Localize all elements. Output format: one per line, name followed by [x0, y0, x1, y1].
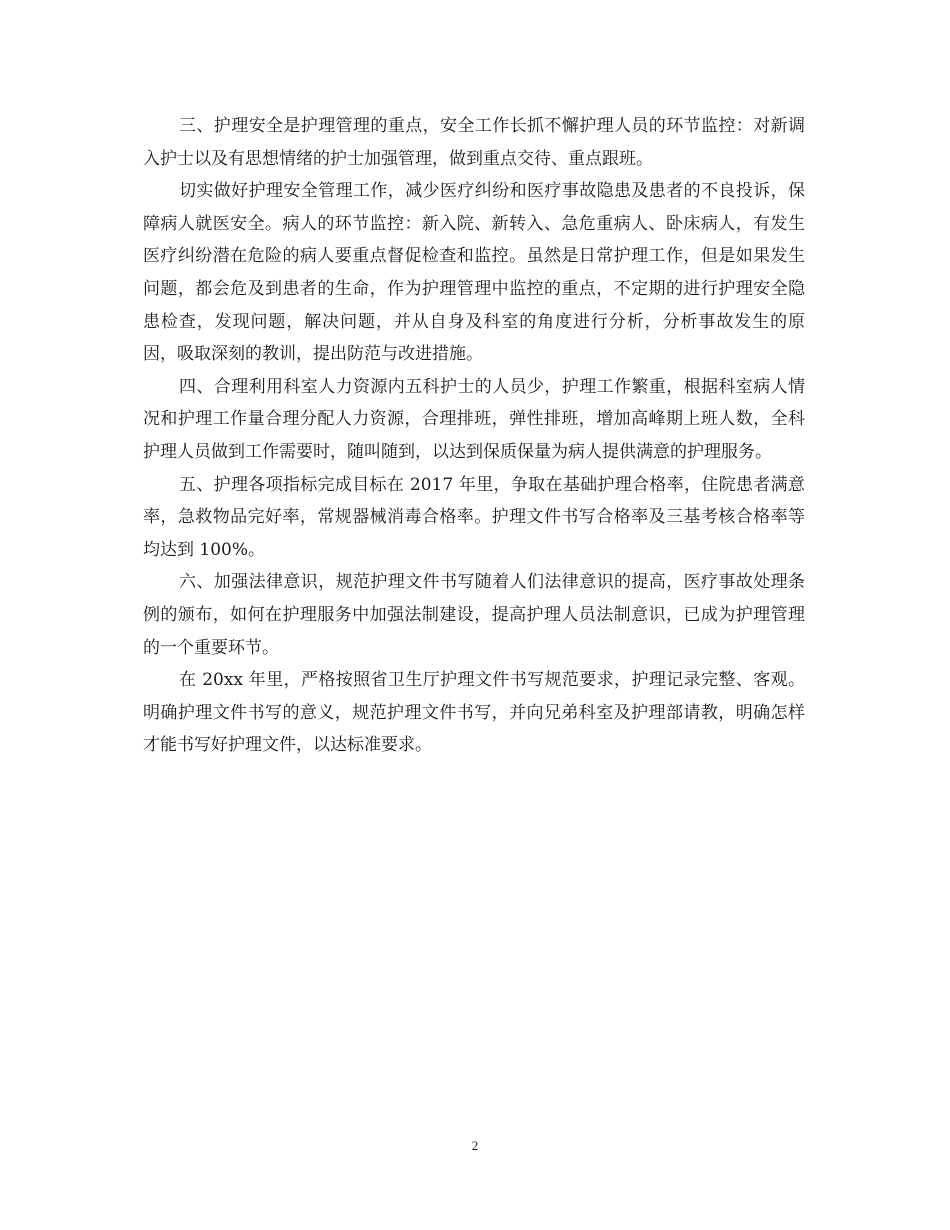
page-number: 2	[471, 1138, 479, 1153]
document-body	[143, 110, 805, 762]
paragraph-documentation: 在 20xx 年里，严格按照省卫生厅护理文件书写规范要求，护理记录完整、客观。明确护理文件书写的意义，规范护理文件书写，并向兄弟科室及护理部请教，明确怎样才能书写好护理文件，以达标准要求。	[143, 670, 805, 756]
paragraph-human-resources: 四、合理利用科室人力资源内五科护士的人员少，护理工作繁重，根据科室病人情况和护理工作量合理分配人力资源，合理排班，弹性排班，增加高峰期上班人数，全科护理人员做到工作需要时，随叫随到，以达到保质保量为病人提供满意的护理服务。	[143, 376, 805, 462]
paragraph-indicators: 五、护理各项指标完成目标在 2017 年里，争取在基础护理合格率，住院患者满意率，急救物品完好率，常规器械消毒合格率。护理文件书写合格率及三基考核合格率等均达到 100%。	[143, 474, 805, 560]
paragraph-safety-management: 切实做好护理安全管理工作，减少医疗纠纷和医疗事故隐患及患者的不良投诉，保障病人就医安全。病人的环节监控：新入院、新转入、急危重病人、卧床病人，有发生医疗纠纷潜在危险的病人要重点督促检查和监控。虽然是日常护理工作，但是如果发生问题，都会危及到患者的生命，作为护理管理中监控的重点，不定期的进行护理安全隐患检查，发现问题，解决问题，并从自身及科室的角度进行分析，分析事故发生的原因，吸取深刻的教训，提出防范与改进措施。	[143, 181, 805, 365]
paragraph-legal-awareness: 六、加强法律意识，规范护理文件书写随着人们法律意识的提高，医疗事故处理条例的颁布，如何在护理服务中加强法制建设，提高护理人员法制意识，已成为护理管理的一个重要环节。	[143, 572, 805, 658]
paragraph-safety-key: 三、护理安全是护理管理的重点，安全工作长抓不懈护理人员的环节监控：对新调入护士以及有思想情绪的护士加强管理，做到重点交待、重点跟班。	[143, 116, 805, 169]
